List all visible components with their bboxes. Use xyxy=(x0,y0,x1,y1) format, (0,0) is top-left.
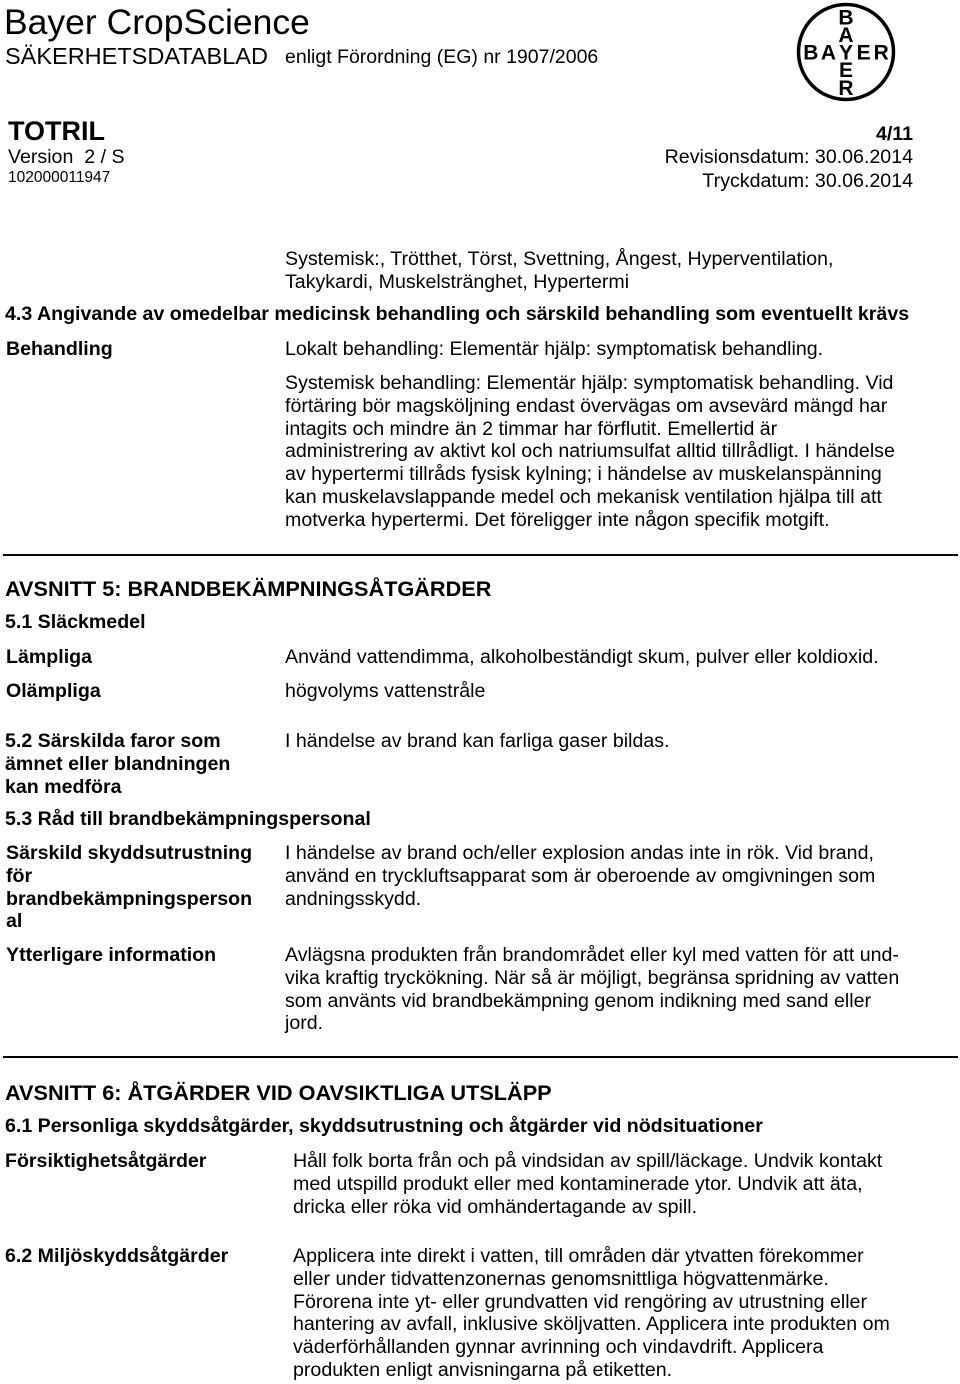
additional-information-value xyxy=(285,944,899,1035)
subsection-5-3-heading: 5.3 Råd till brandbekämpningspersonal xyxy=(5,808,371,830)
systemic-treatment-line: motverka hypertermi. Det föreligger inte någon specifik motgift. xyxy=(285,508,830,531)
subsection-5-1-heading: 5.1 Släckmedel xyxy=(5,611,146,633)
print-date: Tryckdatum: 30.06.2014 xyxy=(702,170,913,192)
logo-letter-vertical: R xyxy=(838,76,854,100)
additional-information-line: som använts vid brandbekämpning genom indikning med sand eller xyxy=(285,989,871,1012)
revision-date: Revisionsdatum: 30.06.2014 xyxy=(664,146,913,168)
company-name: Bayer CropScience xyxy=(4,2,310,42)
special-hazards-value: I händelse av brand kan farliga gaser bildas. xyxy=(285,730,670,752)
protective-equipment-label-line: al xyxy=(6,910,23,933)
precautions-value xyxy=(293,1150,882,1218)
protective-equipment-label-line: brandbekämpningsperson xyxy=(6,887,253,910)
logo-letter-vertical: E xyxy=(838,59,854,83)
precautions-line: med utspilld produkt eller med kontaminerade ytor. Undvik att äta, xyxy=(293,1172,863,1195)
document-number: 102000011947 xyxy=(8,169,111,186)
treatment-label: Behandling xyxy=(6,338,113,360)
systemic-treatment-text xyxy=(285,372,895,531)
environmental-precautions-line: produkten enligt anvisningarna på etiketten. xyxy=(293,1358,673,1381)
unsuitable-media-label: Olämpliga xyxy=(6,680,101,702)
suitable-media-label: Lämpliga xyxy=(6,646,93,668)
logo-letter-horizontal: A xyxy=(820,41,836,65)
protective-equipment-label-line: för xyxy=(6,864,33,887)
systemic-treatment-line: intagits och mindre än 2 timmar har förflutit. Emellertid är xyxy=(285,417,778,440)
subsection-6-2-label: 6.2 Miljöskyddsåtgärder xyxy=(5,1245,229,1267)
systemic-treatment-line: förtäring bör magsköljning endast övervägas om avsevärd mängd har xyxy=(285,394,888,417)
systemic-symptoms-line: Systemisk:, Trötthet, Törst, Svettning, Ångest, Hyperventilation, xyxy=(285,248,834,270)
section-divider xyxy=(3,554,958,556)
systemic-treatment-line: kan muskelavslappande medel och mekanisk ventilation hjälpa till att xyxy=(285,485,882,508)
page-number: 4/11 xyxy=(875,123,913,145)
logo-letter-horizontal: B xyxy=(803,41,819,65)
environmental-precautions-line: eller under tidvattenzonernas genomsnittliga högvattenmärke. xyxy=(293,1267,829,1290)
systemic-treatment-line: Systemisk behandling: Elementär hjälp: symptomatisk behandling. Vid xyxy=(285,372,894,394)
subsection-5-2-heading-line: 5.2 Särskilda faror som xyxy=(5,730,221,752)
environmental-precautions-line: Applicera inte direkt i vatten, till områden där ytvatten förekommer xyxy=(293,1245,864,1267)
logo-letter-horizontal: R xyxy=(873,41,889,65)
additional-information-line: jord. xyxy=(285,1012,324,1035)
additional-information-line: vika kraftig tryckökning. När så är möjligt, begränsa spridning av vatten xyxy=(285,966,900,989)
logo-letter-horizontal: Y xyxy=(838,41,854,65)
precautions-line: Håll folk borta från och på vindsidan av spill/läckage. Undvik kontakt xyxy=(293,1150,883,1172)
precautions-line: dricka eller röka vid omhändertagande av spill. xyxy=(293,1195,698,1218)
systemic-symptoms-line: Takykardi, Muskelstränghet, Hypertermi xyxy=(285,270,630,293)
protective-equipment-line: använd en tryckluftsapparat som är oberoende av omgivningen som xyxy=(285,864,876,887)
protective-equipment-label xyxy=(6,842,252,933)
product-name: TOTRIL xyxy=(8,116,105,146)
systemic-treatment-line: av hypertermi tillråds fysisk kylning; i händelse av muskelanspänning xyxy=(285,463,882,485)
additional-information-line: Avlägsna produkten från brandområdet eller kyl med vatten för att und- xyxy=(285,944,899,966)
protective-equipment-line: andningsskydd. xyxy=(285,887,422,910)
subsection-5-2-heading-line: kan medföra xyxy=(5,775,122,798)
suitable-media-value: Använd vattendimma, alkoholbeständigt skum, pulver eller koldioxid. xyxy=(285,646,879,668)
environmental-precautions-line: Förorena inte yt- eller grundvatten vid rengöring av utrustning eller xyxy=(293,1290,867,1313)
section-divider xyxy=(3,1056,958,1058)
environmental-precautions-line: väderförhållanden gynnar avrinning och vindavdrift. Applicera xyxy=(293,1336,824,1358)
precautions-label: Försiktighetsåtgärder xyxy=(5,1150,207,1172)
section-5-heading: AVSNITT 5: BRANDBEKÄMPNINGSÅTGÄRDER xyxy=(5,576,492,601)
subsection-6-1-heading: 6.1 Personliga skyddsåtgärder, skyddsutrustning och åtgärder vid nödsituationer xyxy=(5,1115,763,1137)
systemic-symptoms xyxy=(285,248,834,294)
subsection-4-3-heading: 4.3 Angivande av omedelbar medicinsk behandling och särskild behandling som eventuellt krävs xyxy=(5,303,910,325)
protective-equipment-value xyxy=(285,842,875,910)
unsuitable-media-value: högvolyms vattenstråle xyxy=(285,680,486,702)
document-title-regulation: enligt Förordning (EG) nr 1907/2006 xyxy=(285,46,599,68)
version-label: Version 2 / S xyxy=(8,146,125,168)
document-title-main: SÄKERHETSDATABLAD xyxy=(5,43,268,69)
logo-letter-horizontal: E xyxy=(856,41,871,65)
environmental-precautions-value xyxy=(293,1245,890,1382)
section-6-heading: AVSNITT 6: ÅTGÄRDER VID OAVSIKTLIGA UTSLÄPP xyxy=(5,1080,552,1105)
subsection-5-2-heading xyxy=(5,730,230,798)
environmental-precautions-line: hantering av avfall, inklusive sköljvatten. Applicera inte produkten om xyxy=(293,1313,890,1336)
additional-information-label: Ytterligare information xyxy=(6,944,217,966)
logo-letter-vertical: B xyxy=(838,6,854,30)
subsection-5-2-heading-line: ämnet eller blandningen xyxy=(5,752,231,775)
systemic-treatment-line: administrering av aktivt kol och natriumsulfat alltid tillrådligt. I händelse xyxy=(285,440,895,463)
protective-equipment-label-line: Särskild skyddsutrustning xyxy=(6,842,253,864)
local-treatment-text: Lokalt behandling: Elementär hjälp: symptomatisk behandling. xyxy=(285,338,824,360)
logo-letter-vertical: A xyxy=(838,23,854,47)
protective-equipment-line: I händelse av brand och/eller explosion andas inte in rök. Vid brand, xyxy=(285,842,874,864)
bayer-logo xyxy=(795,1,897,103)
